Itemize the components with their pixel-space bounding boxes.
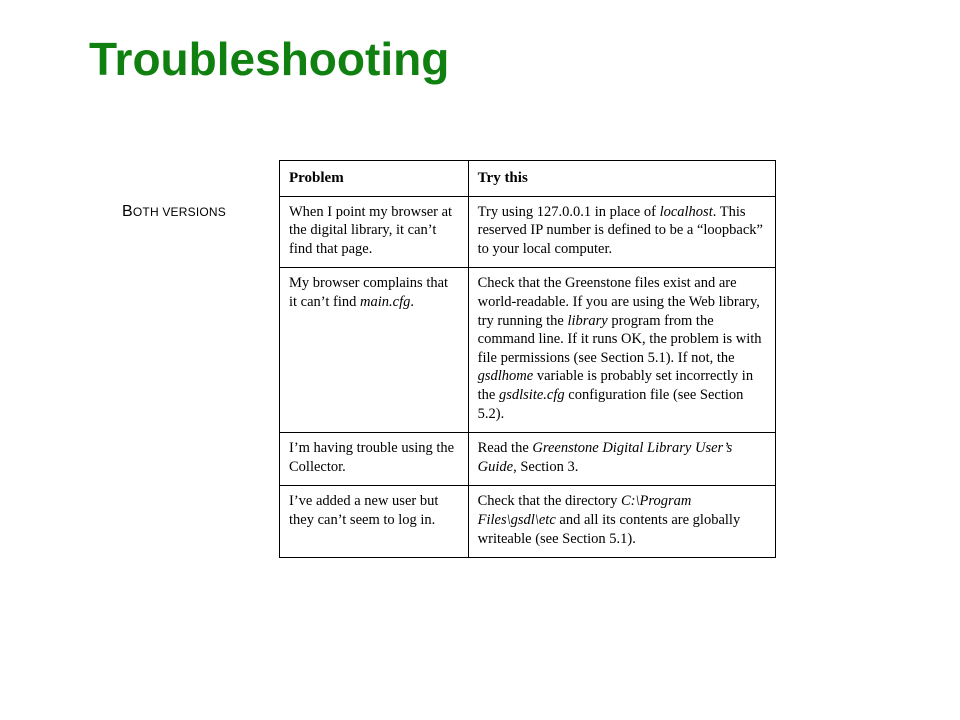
problem-cell [280, 268, 469, 433]
solution-emphasis: Greenstone Digital Library User’s Guide [477, 440, 733, 475]
solution-text: and all its contents are globally writeable (see Section 5.1). [477, 511, 741, 547]
problem-cell: I’ve added a new user but they can’t seem to log in. [280, 486, 469, 558]
troubleshooting-table [279, 160, 776, 558]
problem-cell: I’m having trouble using the Collector. [280, 433, 469, 486]
versions-label [122, 203, 226, 221]
problem-text: . [410, 293, 414, 310]
table-header-row [280, 161, 776, 197]
solution-text: variable is probably set incorrectly in the [477, 368, 754, 403]
solution-emphasis: gsdlsite.cfg [498, 386, 565, 403]
problem-emphasis: main.cfg [360, 293, 411, 310]
solution-emphasis: library [567, 312, 608, 329]
versions-label-rest: OTH VERSIONS [132, 205, 226, 219]
problem-cell: When I point my browser at the digital library, it can’t find that page. [280, 196, 469, 268]
solution-emphasis: C:\Program Files\gsdl\etc [477, 493, 692, 528]
column-header-try-this: Try this [468, 161, 775, 197]
table-row [280, 486, 776, 558]
solution-cell [468, 433, 775, 486]
solution-text: . This reserved IP number is defined to be a “loopback” to your local computer. [477, 203, 763, 257]
column-header-problem: Problem [280, 161, 469, 197]
table-row [280, 433, 776, 486]
versions-label-initial: B [122, 203, 133, 220]
solution-text: Try using 127.0.0.1 in place of [477, 203, 660, 220]
solution-emphasis: localhost [659, 203, 713, 220]
problem-text: My browser complains that it can’t find [289, 275, 449, 310]
solution-cell [468, 486, 775, 558]
table-row [280, 196, 776, 268]
page-title: Troubleshooting [89, 33, 450, 85]
solution-text: Check that the Greenstone files exist and are world-readable. If you are using the Web library, try running the [477, 275, 760, 329]
solution-text: configuration file (see Section 5.2). [477, 386, 744, 422]
solution-cell [468, 196, 775, 268]
table-row [280, 268, 776, 433]
solution-text: Read the [477, 440, 533, 457]
solution-emphasis: gsdlhome [477, 368, 534, 385]
solution-cell [468, 268, 775, 433]
solution-text: , Section 3. [513, 458, 579, 475]
solution-text: Check that the directory [477, 493, 621, 510]
solution-text: program from the command line. If it runs OK, the problem is with file permissions (see Section 5.1). If not, the [477, 312, 762, 366]
